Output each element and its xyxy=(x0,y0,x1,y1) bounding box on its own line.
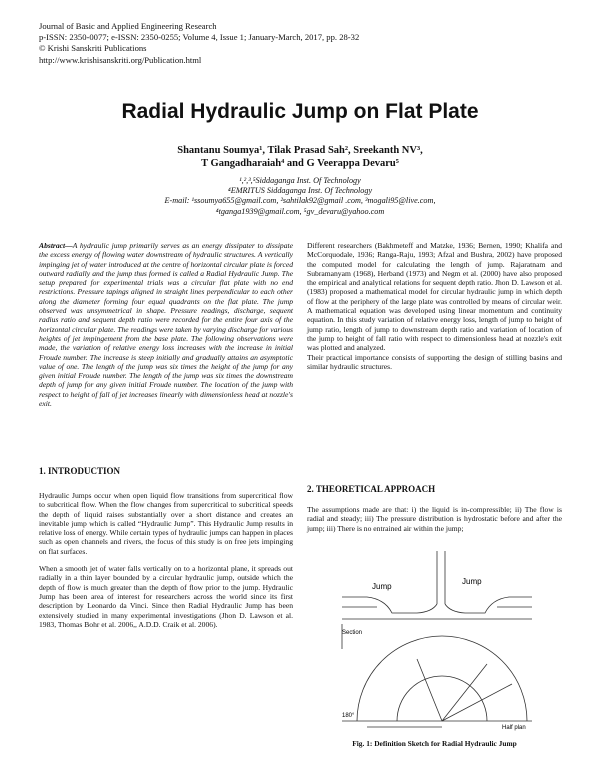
jump-label-left: Jump xyxy=(372,582,392,591)
email-line-2[interactable]: ⁴tganga1939@gmail.com, ⁵gv_devaru@yahoo.com xyxy=(215,206,385,216)
intro-heading: 1. INTRODUCTION xyxy=(39,466,121,476)
intro-paragraph-2: When a smooth jet of water falls vertically on to a horizontal plane, it spreads out radially in a thin layer bounded by a circular hydraulic jump, outside which the depth of flow is much greater than the depth of flow prior to the jump. Hydraulic Jump has been area of interest for researchers across the world since its first description by Leonardo da Vinci. Since then Radial Hydraulic Jump has been extensively studied in many experimental investigations (Jhon D. Lawson et al. 1983, Thomas Bohr et al. 2006,, A.D.D. Craik et al. 2006). xyxy=(39,564,293,629)
radius-line-3 xyxy=(417,659,442,721)
inner-jump-circle xyxy=(397,676,487,721)
radius-line-2 xyxy=(442,684,512,721)
outer-jump-circle xyxy=(357,636,527,721)
theory-heading: 2. THEORETICAL APPROACH xyxy=(307,484,436,494)
journal-issn: p-ISSN: 2350-0077; e-ISSN: 2350-0255; Volume 4, Issue 1; January-March, 2017, pp. 28-32 xyxy=(39,32,360,43)
right-column-body xyxy=(307,241,562,371)
abstract xyxy=(39,241,293,408)
definition-sketch-figure xyxy=(337,549,537,734)
affiliation-1: ¹,²,³,⁵Siddaganga Inst. Of Technology xyxy=(239,176,361,185)
right-paragraph-1: Different researchers (Bakhmeteff and Matzke, 1936; Bernen, 1990; Khalifa and McCorquodale, 1936; Ranga-Raju, 1993; Afzal and Bushra, 2002) have proposed the computed model for calculating the length of jump. Rajaratnam and Subramanyam (1968), Herband (1973) and Negm et al. (2000) have also proposed the empirical and analytical relations for sequent depth ratio. Jhon D. Lawson et al. (1983) proposed a mathematical model for circular hydraulic jump in which depth of flow at the periphery of the large plate was controlled by means of circular weir. A mathematical equation was developed using linear momentum and continuity equation. In this study variation of relative energy loss, length of jump to height of jump ratio, length of jump to downstream depth ratio and variation of location of the jump to height of fall ratio with respect to dimensionless head at nozzle's exit was plotted and analyzed. xyxy=(307,241,562,353)
journal-name: Journal of Basic and Applied Engineering Research xyxy=(39,21,217,31)
right-paragraph-2: Their practical importance consists of supporting the design of stilling basins and similar hydraulic structures. xyxy=(307,352,562,371)
paper-title: Radial Hydraulic Jump on Flat Plate xyxy=(121,100,479,123)
angle-label: 180° xyxy=(342,713,355,719)
authors-line-2: T Gangadharaiah⁴ and G Veerappa Devaru⁵ xyxy=(201,158,399,169)
jump-label-right: Jump xyxy=(462,577,482,586)
intro-body xyxy=(39,491,293,629)
figure-caption: Fig. 1: Definition Sketch for Radial Hydraulic Jump xyxy=(352,739,517,748)
abstract-text: A hydraulic jump primarily serves as an energy dissipater to dissipate the excess energy of flowing water downstream of hydraulic structures. A vertically impinging jet of water introduced at the centre of horizontal circular plate is forced outward radially and the jump thus formed is called a Radial Hydraulic Jump. The setup prepared for experimental trials was a circular flat plate with no end restrictions. Pressure tapings aligned in straight lines perpendicular to each other along the diameter forming four equal quadrants on the flat plate. The jump observed was unsymmetrical in shape. Pressure readings, discharge, sequent radius ratio and sequent depth ratio were recorded for the entire four axis of the horizontal circular plate. The readings were taken by varying discharge for various heights of jet impingement from the base plate. The following observations were made, the variation of relative energy loss increases with the increase in initial Froude number. The increase is steep initially and gradually attains an asymptotic value of one. The length of the jump was six times the height of the jump for any given initial Froude number. The length of the jump was six times the downstream depth of jump for any given initial Froude number. The location of the jump with respect to height of fall of jet increases linearly with dimensionless head at nozzle's exit. xyxy=(39,241,293,409)
section-label: Section xyxy=(342,630,363,636)
journal-url[interactable]: http://www.krishisanskriti.org/Publication.html xyxy=(39,54,202,65)
authors-line-1: Shantanu Soumya¹, Tilak Prasad Sah², Sreekanth NV³, xyxy=(177,145,423,156)
journal-header xyxy=(39,21,359,66)
abstract-label: Abstract— xyxy=(39,241,73,250)
intro-paragraph-1: Hydraulic Jumps occur when open liquid flow transitions from supercritical flow to subcritical flow. When the flow changes from supercritical to subcritical speeds the depth of liquid raises substantially over a short distance and creates an inevitable jump which is called “Hydraulic Jump”. This Hydraulic Jump results in relative loss of energy. While certain types of hydraulic jumps can happen in places such as open channels and rivers, the focus of this study is on free jets impinging on flat surfaces. xyxy=(39,491,293,556)
radius-line-1 xyxy=(442,664,487,721)
author-list xyxy=(0,144,600,170)
left-water-surface xyxy=(342,597,437,613)
affiliations xyxy=(0,176,600,217)
theory-paragraph: The assumptions made are that: i) the liquid is in-compressible; ii) The flow is radial and steady; iii) The pressure distribution is hydrostatic before and after the jump; iii) There is no entrained air within the jump; xyxy=(307,505,562,533)
journal-copyright: © Krishi Sanskriti Publications xyxy=(39,43,147,54)
email-line-1[interactable]: E-mail: ¹ssoumya655@gmail.com, ²sahtilak92@gmail .com, ³mogali95@live.com, xyxy=(164,196,436,206)
right-water-surface xyxy=(445,597,532,613)
affiliation-2: ⁴EMRITUS Siddaganga Inst. Of Technology xyxy=(227,186,373,196)
half-plan-label: Half plan xyxy=(502,725,526,731)
